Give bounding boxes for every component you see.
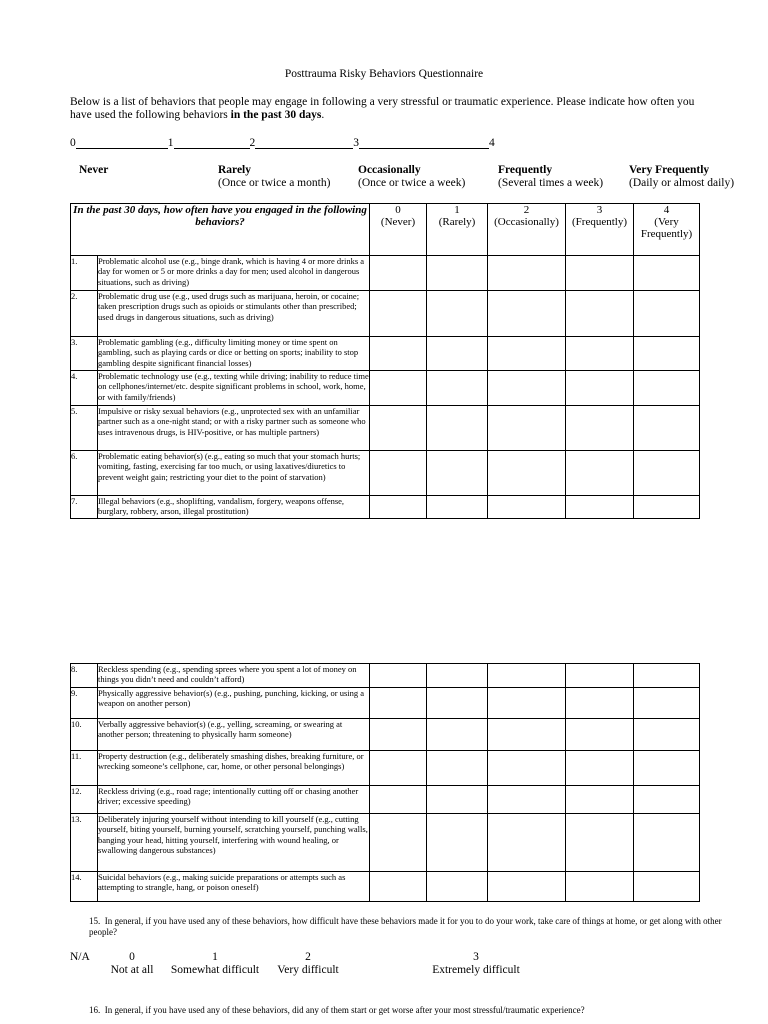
rating-cell-1[interactable] bbox=[427, 786, 488, 814]
rating-cell-3[interactable] bbox=[566, 371, 634, 406]
rating-cell-0[interactable] bbox=[370, 786, 427, 814]
column-number: 0 bbox=[395, 204, 401, 216]
rating-cell-4[interactable] bbox=[634, 337, 700, 371]
item-text: Deliberately injuring yourself without intending to kill yourself (e.g., cutting yourself, biting yourself, burning yourself, scratching yourself, punching walls, banging your head, hitting yourself, interfering with wound healing, or swallowing dangerous substances) bbox=[98, 814, 370, 872]
rating-cell-4[interactable] bbox=[634, 786, 700, 814]
rating-cell-2[interactable] bbox=[488, 814, 566, 872]
item-text: Problematic technology use (e.g., texting while driving; inability to reduce time on cellphones/internet/etc. despite significant problems in school, work, home, or with family/friends) bbox=[98, 371, 370, 406]
scale-number-4: 4 bbox=[489, 137, 495, 149]
rating-cell-2[interactable] bbox=[488, 451, 566, 496]
scale-number-0: 0 bbox=[70, 137, 76, 149]
anchor-label: Never bbox=[79, 164, 109, 176]
rating-cell-4[interactable] bbox=[634, 496, 700, 519]
rating-cell-4[interactable] bbox=[634, 814, 700, 872]
table-row bbox=[71, 291, 700, 337]
scale-rule bbox=[359, 136, 489, 149]
item-number: 13. bbox=[71, 814, 98, 872]
behaviors-table-part2 bbox=[70, 663, 700, 902]
table-row bbox=[71, 496, 700, 519]
item-text: Illegal behaviors (e.g., shoplifting, vandalism, forgery, weapons offense, burglary, robbery, arson, illegal prostitution) bbox=[98, 496, 370, 519]
option-label: Very difficult bbox=[277, 964, 339, 976]
item-text: Problematic drug use (e.g., used drugs such as marijuana, heroin, or cocaine; taken prescription drugs such as opioids or stimulants other than prescribed; used drugs in dangerous situations, such as driving) bbox=[98, 291, 370, 337]
item-number: 3. bbox=[71, 337, 98, 371]
rating-cell-2[interactable] bbox=[488, 751, 566, 786]
anchor-desc: (Once or twice a month) bbox=[218, 177, 331, 189]
rating-cell-1[interactable] bbox=[427, 291, 488, 337]
rating-cell-2[interactable] bbox=[488, 719, 566, 751]
rating-cell-1[interactable] bbox=[427, 451, 488, 496]
column-label: (Rarely) bbox=[438, 216, 476, 228]
scale-number-1: 1 bbox=[167, 137, 174, 149]
option-number: 3 bbox=[473, 951, 479, 963]
rating-cell-1[interactable] bbox=[427, 814, 488, 872]
scale-rule bbox=[174, 136, 250, 149]
rating-cell-0[interactable] bbox=[370, 872, 427, 902]
anchor-occasionally bbox=[358, 164, 465, 190]
column-header-occasionally bbox=[488, 204, 566, 256]
table-row bbox=[71, 688, 700, 719]
rating-cell-2[interactable] bbox=[488, 664, 566, 688]
column-label: (Never) bbox=[380, 216, 416, 228]
anchor-very-frequently bbox=[629, 164, 734, 190]
item-text: Suicidal behaviors (e.g., making suicide preparations or attempts such as attempting to strangle, hang, or poison oneself) bbox=[98, 872, 370, 902]
item-text: Impulsive or risky sexual behaviors (e.g., unprotected sex with an unfamiliar partner such as a one-night stand; or with a risky partner such as someone who uses intravenous drugs, is HIV-positive, or has multiple partners) bbox=[98, 406, 370, 451]
instructions-end: . bbox=[321, 109, 325, 121]
item-number: 14. bbox=[71, 872, 98, 902]
rating-cell-3[interactable] bbox=[566, 664, 634, 688]
rating-cell-2[interactable] bbox=[488, 406, 566, 451]
rating-cell-2[interactable] bbox=[488, 786, 566, 814]
item-number: 12. bbox=[71, 786, 98, 814]
rating-cell-3[interactable] bbox=[566, 751, 634, 786]
column-label: (Occasionally) bbox=[494, 216, 559, 228]
rating-cell-1[interactable] bbox=[427, 751, 488, 786]
rating-cell-0[interactable] bbox=[370, 751, 427, 786]
table-row bbox=[71, 872, 700, 902]
rating-cell-4[interactable] bbox=[634, 751, 700, 786]
rating-cell-3[interactable] bbox=[566, 451, 634, 496]
q15-option-3[interactable] bbox=[420, 951, 532, 977]
column-header-frequently bbox=[566, 204, 634, 256]
rating-cell-1[interactable] bbox=[427, 406, 488, 451]
rating-cell-1[interactable] bbox=[427, 371, 488, 406]
rating-cell-1[interactable] bbox=[427, 719, 488, 751]
rating-cell-2[interactable] bbox=[488, 256, 566, 291]
rating-cell-1[interactable] bbox=[427, 337, 488, 371]
rating-scale-line bbox=[70, 136, 495, 149]
item-text: Problematic eating behavior(s) (e.g., eating so much that your stomach hurts; vomiting, fasting, exercising far too much, or using laxatives/diuretics to prevent weight gain; restricting your diet to the point of starvation) bbox=[98, 451, 370, 496]
table-row bbox=[71, 719, 700, 751]
item-number: 2. bbox=[71, 291, 98, 337]
column-number: 4 bbox=[663, 204, 670, 216]
table-row bbox=[71, 814, 700, 872]
rating-cell-0[interactable] bbox=[370, 371, 427, 406]
item-number: 1. bbox=[71, 256, 98, 291]
column-label: (Frequently) bbox=[572, 216, 627, 228]
instructions-text: Below is a list of behaviors that people may engage in following a very stressful or traumatic experience. Please indicate how often you have used the following behaviors bbox=[70, 96, 695, 121]
scale-number-3: 3 bbox=[353, 137, 359, 149]
item-number: 8. bbox=[71, 664, 98, 688]
item-number: 5. bbox=[71, 406, 98, 451]
rating-cell-3[interactable] bbox=[566, 256, 634, 291]
table-row bbox=[71, 664, 700, 688]
rating-cell-3[interactable] bbox=[566, 719, 634, 751]
anchor-desc: (Several times a week) bbox=[498, 177, 604, 189]
rating-cell-1[interactable] bbox=[427, 872, 488, 902]
rating-cell-0[interactable] bbox=[370, 256, 427, 291]
table-row bbox=[71, 451, 700, 496]
item-number: 7. bbox=[71, 496, 98, 519]
option-number: 0 bbox=[129, 951, 135, 963]
item-number: 10. bbox=[71, 719, 98, 751]
item-text: Physically aggressive behavior(s) (e.g., pushing, punching, kicking, or using a weapon on another person) bbox=[98, 688, 370, 719]
rating-cell-0[interactable] bbox=[370, 664, 427, 688]
rating-cell-0[interactable] bbox=[370, 688, 427, 719]
rating-cell-3[interactable] bbox=[566, 406, 634, 451]
rating-cell-4[interactable] bbox=[634, 451, 700, 496]
rating-cell-4[interactable] bbox=[634, 719, 700, 751]
rating-cell-0[interactable] bbox=[370, 814, 427, 872]
q15-option-0[interactable] bbox=[100, 951, 164, 977]
rating-cell-2[interactable] bbox=[488, 337, 566, 371]
anchor-label: Rarely bbox=[218, 164, 252, 176]
item-text: Verbally aggressive behavior(s) (e.g., yelling, screaming, or swearing at another person; threatening to physically harm someone) bbox=[98, 719, 370, 751]
item-number: 6. bbox=[71, 451, 98, 496]
q15-option-na[interactable] bbox=[70, 951, 90, 964]
column-header-never bbox=[370, 204, 427, 256]
rating-cell-3[interactable] bbox=[566, 291, 634, 337]
rating-cell-4[interactable] bbox=[634, 872, 700, 902]
option-label: Extremely difficult bbox=[432, 964, 520, 976]
rating-cell-0[interactable] bbox=[370, 496, 427, 519]
item-number: 4. bbox=[71, 371, 98, 406]
scale-number-2: 2 bbox=[249, 137, 256, 149]
rating-cell-1[interactable] bbox=[427, 688, 488, 719]
rating-cell-2[interactable] bbox=[488, 872, 566, 902]
rating-cell-4[interactable] bbox=[634, 256, 700, 291]
q15-option-2[interactable] bbox=[268, 951, 348, 977]
rating-cell-4[interactable] bbox=[634, 664, 700, 688]
instructions bbox=[70, 96, 710, 122]
rating-cell-2[interactable] bbox=[488, 688, 566, 719]
anchor-desc: (Once or twice a week) bbox=[358, 177, 466, 189]
item-text: Problematic alcohol use (e.g., binge drank, which is having 4 or more drinks a day for women or 5 or more drinks a day for men; used alcohol in dangerous situations, such as driving) bbox=[98, 256, 370, 291]
rating-cell-2[interactable] bbox=[488, 496, 566, 519]
table-row bbox=[71, 371, 700, 406]
column-number: 1 bbox=[454, 204, 460, 216]
column-header-very-frequently bbox=[634, 204, 700, 256]
rating-cell-2[interactable] bbox=[488, 371, 566, 406]
table-row bbox=[71, 406, 700, 451]
rating-cell-4[interactable] bbox=[634, 406, 700, 451]
option-number: 1 bbox=[212, 951, 218, 963]
page-title: Posttrauma Risky Behaviors Questionnaire bbox=[284, 68, 484, 80]
rating-cell-3[interactable] bbox=[566, 786, 634, 814]
rating-cell-3[interactable] bbox=[566, 496, 634, 519]
rating-cell-1[interactable] bbox=[427, 256, 488, 291]
rating-cell-0[interactable] bbox=[370, 337, 427, 371]
rating-cell-0[interactable] bbox=[370, 406, 427, 451]
column-number: 3 bbox=[596, 204, 603, 216]
question-16: 16. In general, if you have used any of these behaviors, did any of them start or get worse after your most stressful/traumatic experience? bbox=[89, 1005, 585, 1015]
option-label: Not at all bbox=[110, 964, 154, 976]
rating-cell-0[interactable] bbox=[370, 451, 427, 496]
column-label: (Very Frequently) bbox=[640, 216, 693, 240]
table-row bbox=[71, 337, 700, 371]
option-number: 2 bbox=[305, 951, 311, 963]
anchor-label: Frequently bbox=[498, 164, 553, 176]
rating-cell-3[interactable] bbox=[566, 337, 634, 371]
column-number: 2 bbox=[523, 204, 530, 216]
scale-rule bbox=[255, 136, 353, 149]
anchor-never bbox=[79, 164, 108, 177]
table-row bbox=[71, 786, 700, 814]
scale-rule bbox=[76, 136, 168, 149]
rating-cell-0[interactable] bbox=[370, 291, 427, 337]
anchor-label: Very Frequently bbox=[629, 164, 710, 176]
behaviors-table-part1 bbox=[70, 203, 700, 519]
table-header-row bbox=[71, 204, 700, 256]
anchor-rarely bbox=[218, 164, 330, 190]
item-text: Reckless driving (e.g., road rage; intentionally cutting off or chasing another driver; excessive speeding) bbox=[98, 786, 370, 814]
rating-cell-3[interactable] bbox=[566, 872, 634, 902]
rating-cell-4[interactable] bbox=[634, 688, 700, 719]
item-number: 9. bbox=[71, 688, 98, 719]
option-number: N/A bbox=[70, 951, 90, 963]
anchor-desc: (Daily or almost daily) bbox=[629, 177, 735, 189]
rating-cell-4[interactable] bbox=[634, 291, 700, 337]
q15-option-1[interactable] bbox=[166, 951, 264, 977]
rating-cell-4[interactable] bbox=[634, 371, 700, 406]
column-header-rarely bbox=[427, 204, 488, 256]
question-15: 15. In general, if you have used any of these behaviors, how difficult have these behaviors made it for you to do your work, take care of things at home, or get along with other people? bbox=[89, 916, 722, 937]
item-text: Problematic gambling (e.g., difficulty limiting money or time spent on gambling, such as playing cards or dice or betting on sports; inability to stop gambling despite significant financial losses) bbox=[98, 337, 370, 371]
anchor-label: Occasionally bbox=[358, 164, 421, 176]
option-label: Somewhat difficult bbox=[170, 964, 260, 976]
item-number: 11. bbox=[71, 751, 98, 786]
instructions-emphasis: in the past 30 days bbox=[230, 109, 322, 121]
table-row bbox=[71, 256, 700, 291]
rating-cell-1[interactable] bbox=[427, 664, 488, 688]
item-text: Property destruction (e.g., deliberately smashing dishes, breaking furniture, or wrecking someone’s cellphone, car, home, or other personal belongings) bbox=[98, 751, 370, 786]
question-header: In the past 30 days, how often have you engaged in the following behaviors? bbox=[71, 204, 370, 256]
rating-cell-0[interactable] bbox=[370, 719, 427, 751]
item-text: Reckless spending (e.g., spending sprees where you spent a lot of money on things you didn’t need and couldn’t afford) bbox=[98, 664, 370, 688]
anchor-frequently bbox=[498, 164, 603, 190]
rating-cell-1[interactable] bbox=[427, 496, 488, 519]
rating-cell-3[interactable] bbox=[566, 814, 634, 872]
rating-cell-2[interactable] bbox=[488, 291, 566, 337]
table-row bbox=[71, 751, 700, 786]
rating-cell-3[interactable] bbox=[566, 688, 634, 719]
